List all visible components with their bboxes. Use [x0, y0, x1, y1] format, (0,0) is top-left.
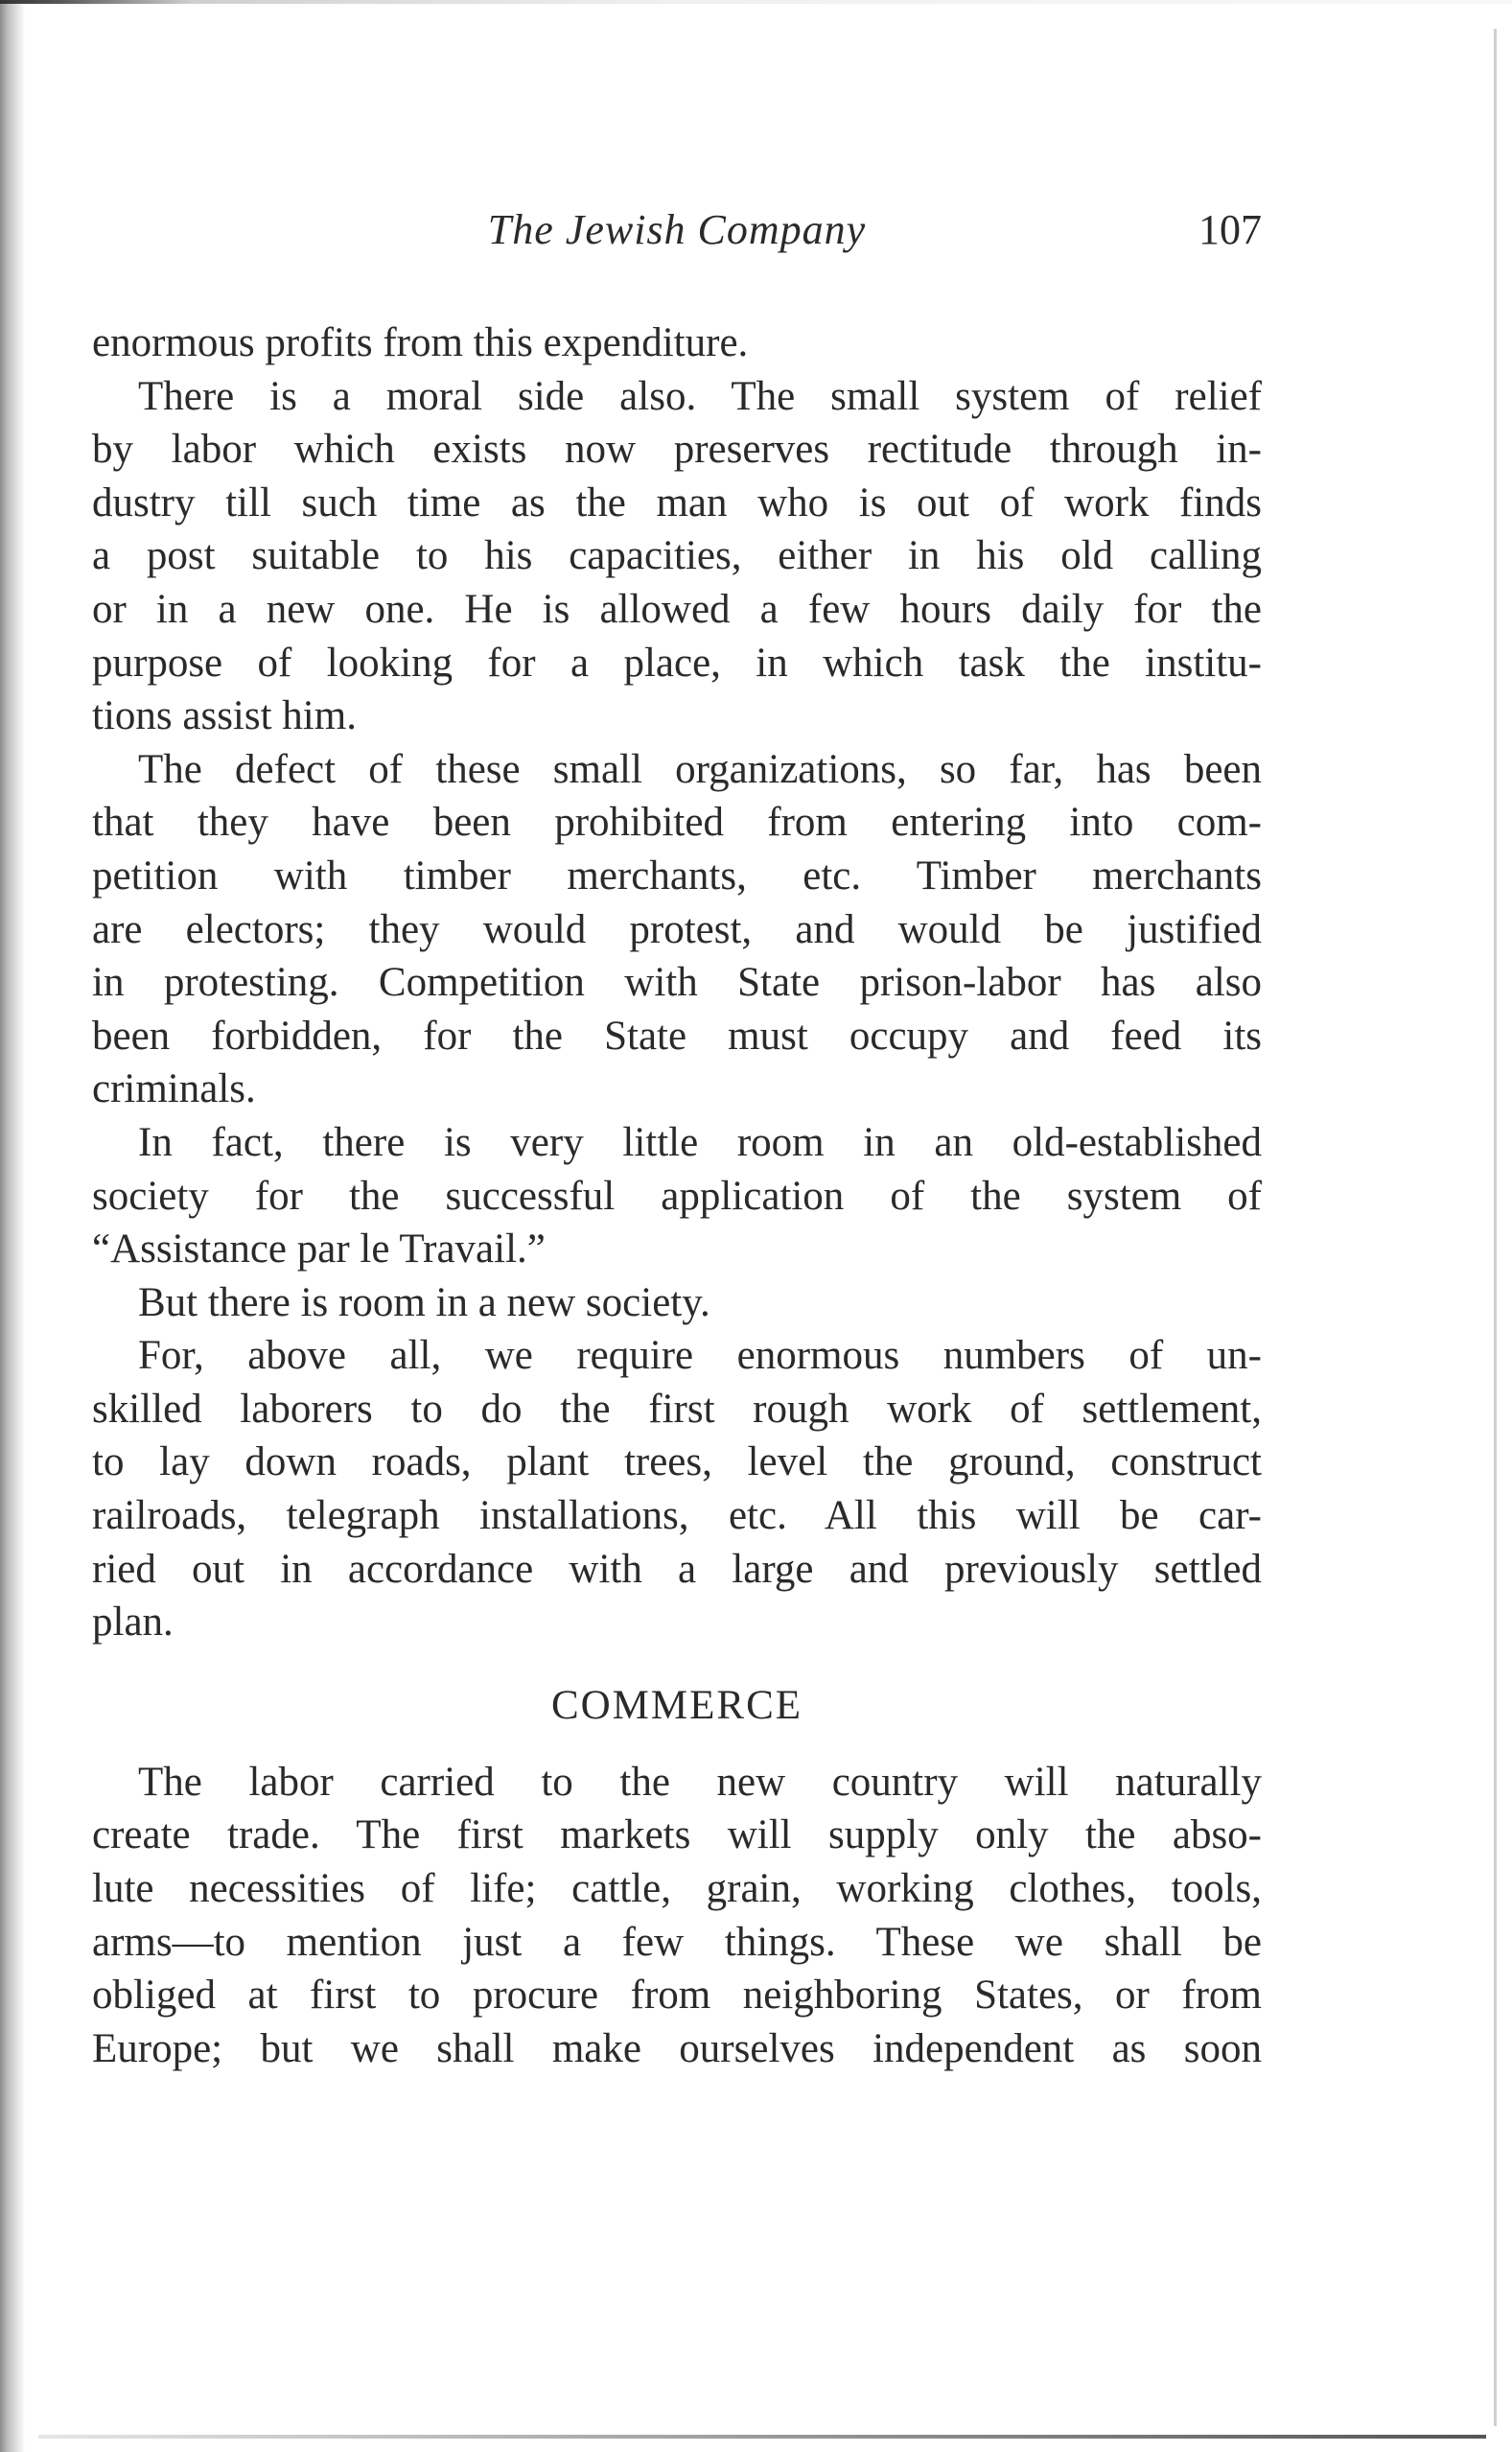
text-line: There is a moral side also. The small system of relief: [138, 373, 1262, 419]
page-number: 107: [1198, 206, 1262, 253]
text-line: skilled laborers to do the first rough work of settlement,: [92, 1386, 1262, 1432]
text-line: create trade. The first markets will supply only the abso-: [92, 1812, 1262, 1858]
text-line: society for the successful application of the system of: [92, 1173, 1262, 1219]
text-line: that they have been prohibited from entering into com-: [92, 800, 1262, 846]
text-line: obliged at first to procure from neighboring States, or from: [92, 1973, 1262, 2019]
running-title: The Jewish Company: [487, 206, 867, 253]
text-line: railroads, telegraph installations, etc. All this will be car-: [92, 1493, 1262, 1539]
text-line: purpose of looking for a place, in which task the institu-: [92, 640, 1262, 686]
page-right-edge: [1494, 29, 1497, 2426]
page-bottom-edge: [38, 2435, 1486, 2439]
paragraph: [92, 316, 1262, 370]
running-header: [92, 199, 1262, 261]
page-gutter-shadow: [0, 0, 25, 2452]
paragraph: [92, 1756, 1262, 2076]
paragraph: [92, 370, 1262, 743]
text-line: petition with timber merchants, etc. Timber merchants: [92, 852, 1262, 899]
text-line: to lay down roads, plant trees, level the ground, construct: [92, 1439, 1262, 1485]
text-line: enormous profits from this expenditure.: [92, 320, 749, 365]
text-line: lute necessities of life; cattle, grain, working clothes, tools,: [92, 1866, 1262, 1912]
text-line: are electors; they would protest, and would be justified: [92, 906, 1262, 952]
paragraph: [92, 1276, 1262, 1330]
text-line: But there is room in a new society.: [138, 1279, 710, 1325]
text-line: tions assist him.: [92, 693, 357, 739]
text-line: Europe; but we shall make ourselves independent as soon: [92, 2025, 1262, 2071]
paragraph: [92, 1329, 1262, 1649]
text-line: “Assistance par le Travail.”: [92, 1226, 546, 1273]
body-text: [92, 316, 1262, 2075]
text-line: by labor which exists now preserves rectitude through in-: [92, 427, 1262, 473]
text-line: arms—to mention just a few things. These we shall be: [92, 1919, 1262, 1965]
text-line: The labor carried to the new country will naturally: [138, 1759, 1262, 1805]
text-line: in protesting. Competition with State prison-labor has also: [92, 960, 1262, 1006]
text-line: ried out in accordance with a large and previously settled: [92, 1546, 1262, 1592]
text-line: criminals.: [92, 1066, 256, 1112]
text-line: For, above all, we require enormous numbers of un-: [138, 1333, 1262, 1379]
text-line: In fact, there is very little room in an old-established: [138, 1119, 1262, 1165]
section-heading: COMMERCE: [550, 1682, 803, 1728]
text-line: a post suitable to his capacities, either in his old calling: [92, 533, 1262, 579]
text-line: plan.: [92, 1600, 174, 1646]
text-line: dustry till such time as the man who is out of work finds: [92, 479, 1262, 525]
text-line: or in a new one. He is allowed a few hours daily for the: [92, 586, 1262, 632]
text-line: The defect of these small organizations, so far, has been: [138, 746, 1262, 792]
page-top-edge: [0, 0, 1512, 4]
paragraph: [92, 1116, 1262, 1276]
paragraph: [92, 743, 1262, 1116]
text-line: been forbidden, for the State must occupy and feed its: [92, 1013, 1262, 1059]
